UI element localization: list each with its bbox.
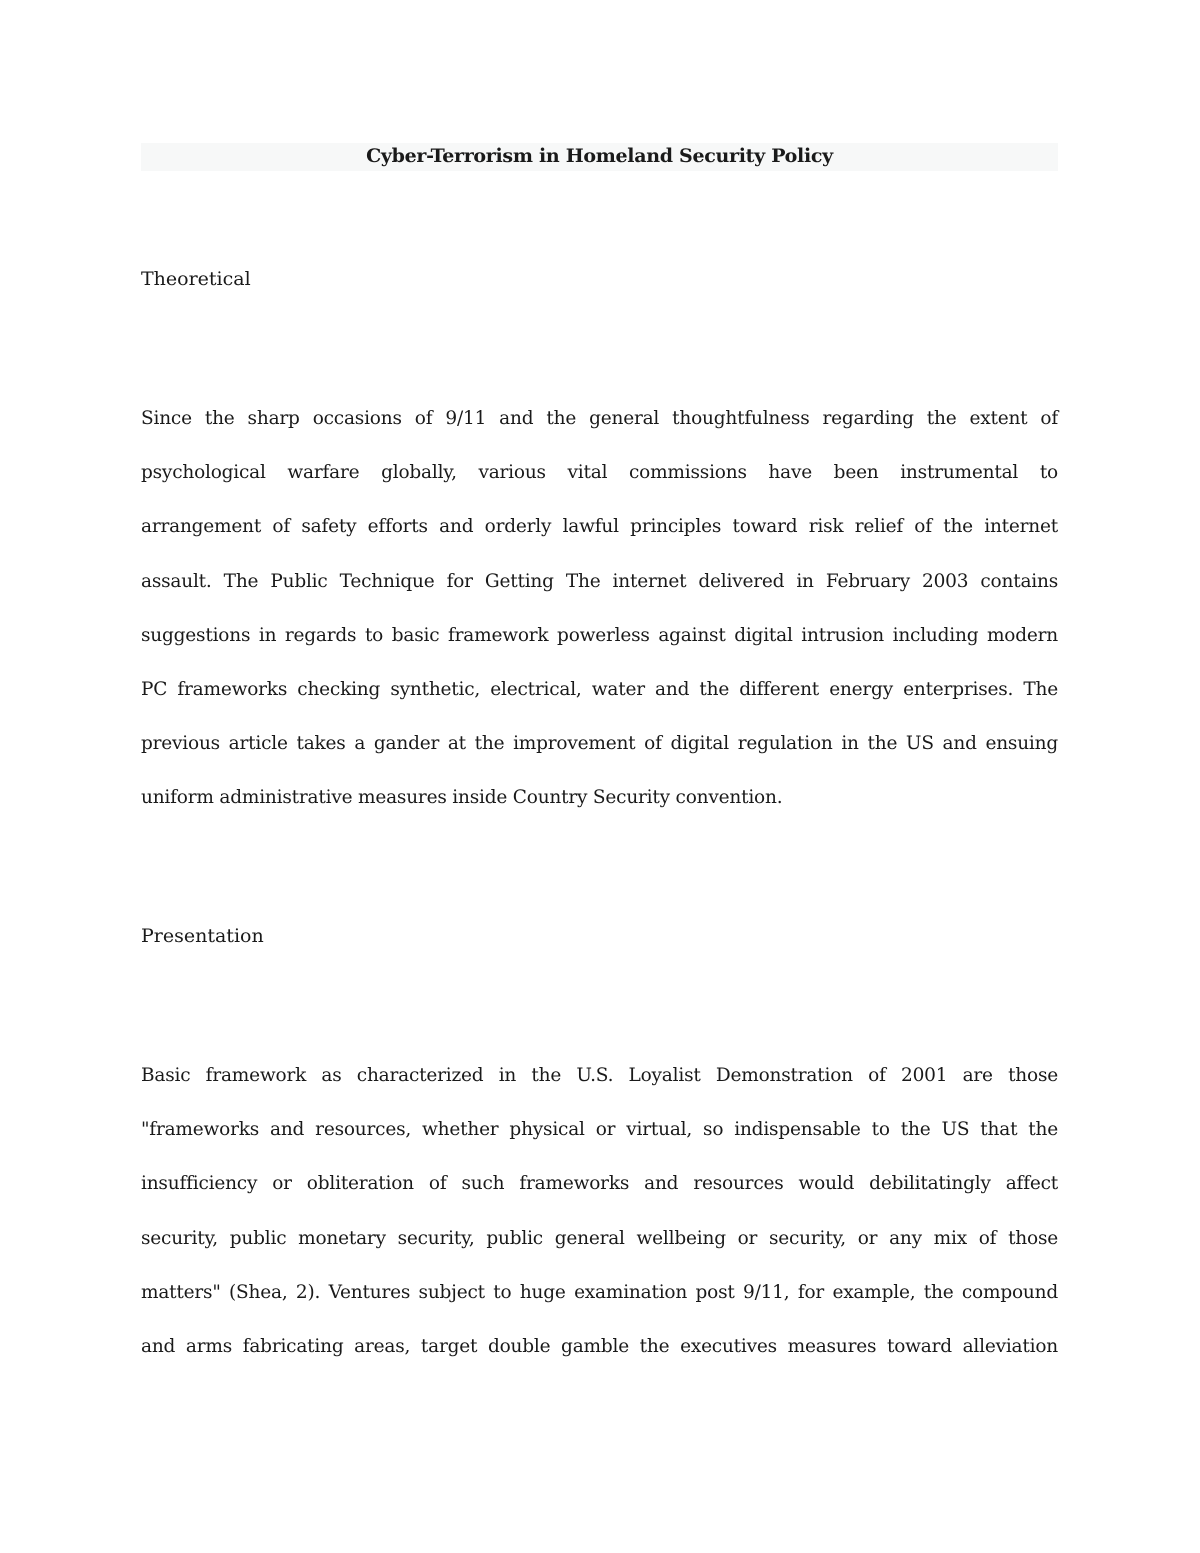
text-line: assault. The Public Technique for Getting The internet delivered in February 2003 contains	[141, 570, 1058, 592]
text-line: arrangement of safety efforts and orderly lawful principles toward risk relief of the internet	[141, 516, 1058, 538]
text-line: psychological warfare globally, various vital commissions have been instrumental to	[141, 462, 1058, 484]
text-line: "frameworks and resources, whether physical or virtual, so indispensable to the US that the	[141, 1119, 1058, 1141]
text-line: insufficiency or obliteration of such frameworks and resources would debilitatingly affect	[141, 1173, 1058, 1195]
document-title: Cyber-Terrorism in Homeland Security Policy	[366, 145, 833, 167]
text-line: matters" (Shea, 2). Ventures subject to huge examination post 9/11, for example, the compound	[141, 1281, 1058, 1303]
section-heading-presentation: Presentation	[141, 925, 264, 947]
text-line: previous article takes a gander at the improvement of digital regulation in the US and ensuing	[141, 733, 1058, 755]
section-heading-theoretical: Theoretical	[141, 268, 251, 290]
text-line: PC frameworks checking synthetic, electrical, water and the different energy enterprises. The	[141, 679, 1058, 700]
text-line: Since the sharp occasions of 9/11 and the general thoughtfulness regarding the extent of	[141, 408, 1058, 429]
text-line: Basic framework as characterized in the U.S. Loyalist Demonstration of 2001 are those	[141, 1065, 1058, 1086]
text-line: and arms fabricating areas, target double gamble the executives measures toward alleviation	[141, 1336, 1058, 1357]
text-line: suggestions in regards to basic framework powerless against digital intrusion including modern	[141, 624, 1058, 646]
text-line: security, public monetary security, public general wellbeing or security, or any mix of those	[141, 1227, 1058, 1249]
text-line: uniform administrative measures inside Country Security convention.	[141, 787, 783, 809]
